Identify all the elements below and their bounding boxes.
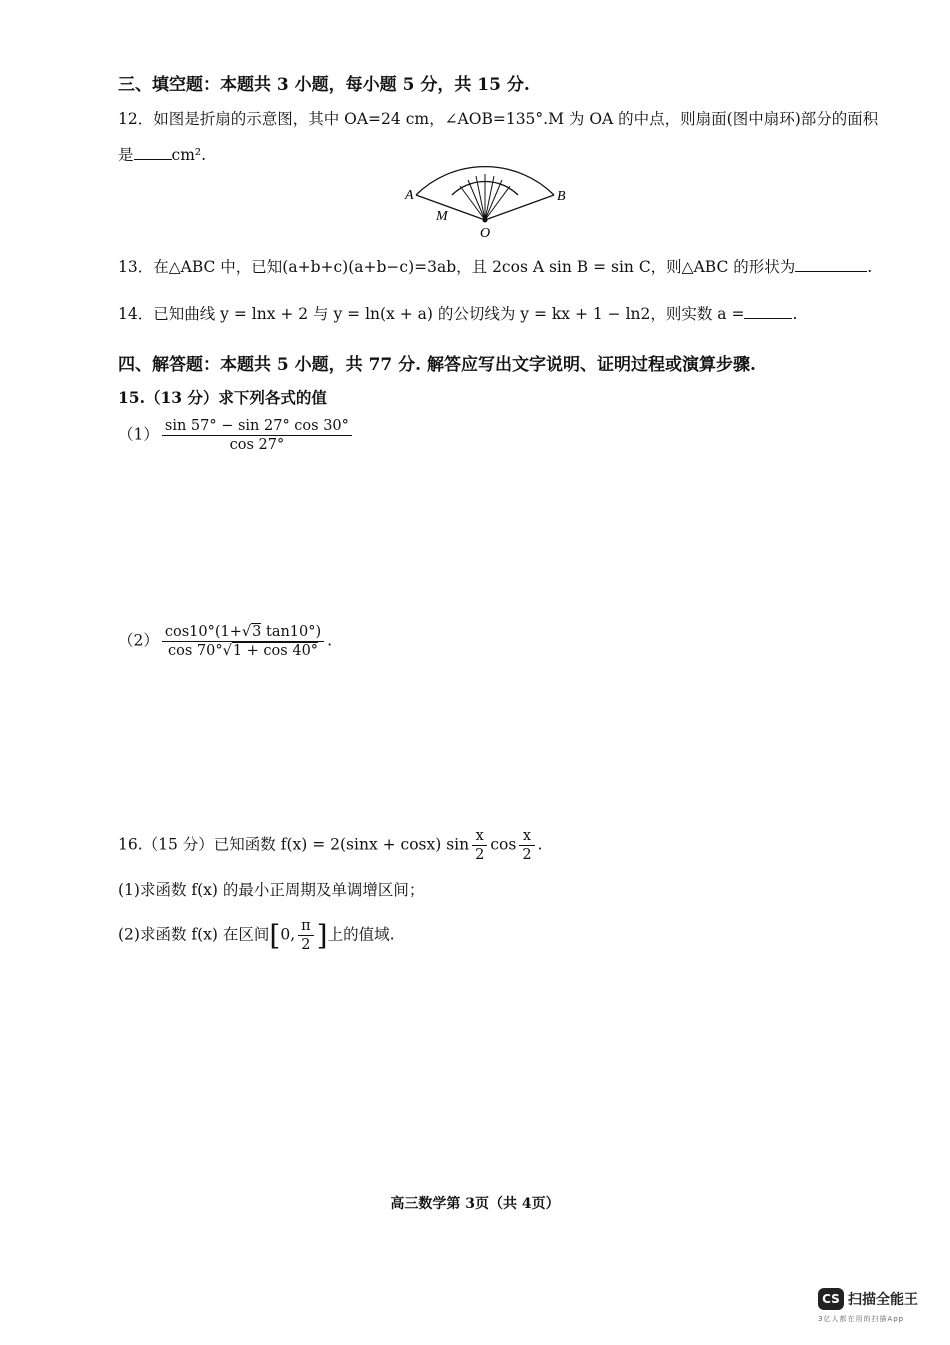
question-16-part1: (1)求函数 f(x) 的最小正周期及单调增区间；: [118, 881, 425, 899]
question-12-prefix: 是: [118, 146, 134, 164]
question-13-text: 13．在△ABC 中，已知(a+b+c)(a+b−c)=3ab，且 2cos A sin B = sin C，则△ABC 的形状为: [118, 258, 796, 276]
question-14-text: 14．已知曲线 y = lnx + 2 与 y = ln(x + a) 的公切线为 y = kx + 1 − ln2，则实数 a =: [118, 305, 745, 323]
half-x-fraction-2: $\frac{x}{2}$: [519, 828, 534, 863]
part1-denominator: cos 27°: [229, 437, 285, 453]
watermark-name: 扫描全能王: [848, 1292, 918, 1308]
section-4-heading: 四、解答题：本题共 5 小题，共 77 分. 解答应写出文字说明、证明过程或演算步骤.: [118, 355, 756, 375]
question-15-part1: [118, 418, 355, 453]
question-13-end: .: [867, 258, 873, 276]
answer-blank: [744, 303, 792, 320]
label-b: B: [557, 189, 566, 204]
answer-blank: [134, 144, 172, 161]
question-12-line2: [118, 143, 206, 165]
label-o: O: [480, 226, 491, 240]
fan-edge-oa: [416, 195, 485, 220]
part2-fraction: [162, 624, 324, 659]
part2-suffix: 上的值域.: [327, 925, 395, 944]
question-15-part2: [118, 624, 332, 659]
question-12-line1: 12．如图是折扇的示意图，其中 OA=24 cm，∠AOB=135°.M 为 OA 的中点，则扇面(图中扇环)部分的面积: [118, 110, 879, 128]
section-3-heading: 三、填空题：本题共 3 小题，每小题 5 分，共 15 分.: [118, 75, 530, 95]
question-16-prefix: 16.（15 分）已知函数 f(x) = 2(sinx + cosx) sin: [118, 835, 470, 854]
question-15-title: 15.（13 分）求下列各式的值: [118, 388, 327, 407]
cos-word: cos: [490, 835, 517, 854]
question-16-title: [118, 828, 542, 863]
question-14: [118, 302, 797, 324]
part2-prefix: (2)求函数 f(x) 在区间: [118, 925, 270, 944]
watermark-tagline: 3亿人都在用的扫描App: [818, 1315, 905, 1323]
camscanner-logo-icon: CS: [818, 1288, 844, 1310]
folding-fan-figure: [400, 140, 580, 240]
part2-numerator: cos10°(1+√3 tan10°): [162, 624, 324, 642]
part2-denominator: cos 70°√1 + cos 40°: [167, 643, 319, 659]
fan-pivot: [483, 218, 488, 223]
answer-blank: [795, 256, 867, 273]
fan-edge-ob: [485, 195, 554, 220]
interval-left: 0,: [280, 925, 296, 944]
label-m: M: [436, 209, 448, 224]
question-12-suffix: cm².: [171, 146, 207, 164]
part1-numerator: sin 57° − sin 27° cos 30°: [162, 418, 352, 436]
label-a: A: [405, 188, 414, 203]
part2-end: .: [327, 631, 333, 650]
question-13: [118, 255, 872, 277]
half-x-fraction: $\frac{x}{2}$: [472, 828, 487, 863]
part1-fraction: [162, 418, 352, 453]
question-16-part2: (2)求函数 f(x) 在区间[0, $\frac{\pi}{2}$ ]上的值域.: [118, 918, 395, 953]
question-14-end: .: [792, 305, 798, 323]
part1-label: （1）: [118, 425, 159, 444]
question-16-end: .: [537, 835, 543, 854]
pi-over-2: $\frac{\pi}{2}$: [298, 918, 314, 953]
part2-label: （2）: [118, 631, 159, 650]
page-footer: 高三数学第 3页（共 4页）: [390, 1196, 560, 1212]
scanner-watermark: [818, 1288, 918, 1324]
